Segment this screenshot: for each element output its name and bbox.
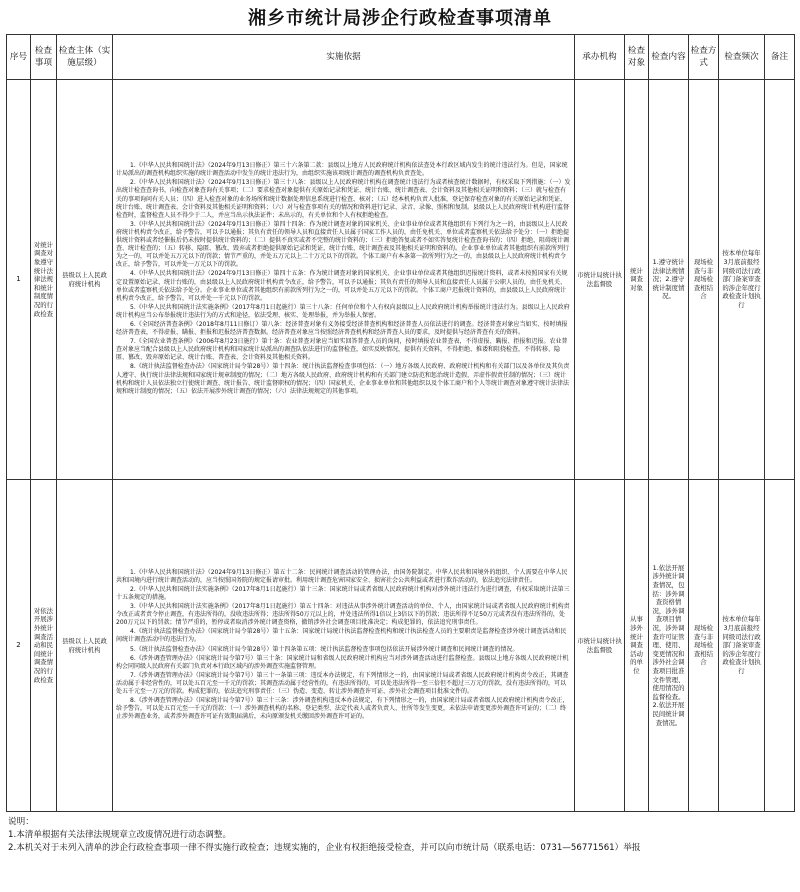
header-basis: 实施依据 [113,35,575,80]
basis-clause: 5.《统计执法监督检查办法》（国家统计局令第28号）第十四条第五项：统计执法监督检查事项包括依法开展涉外统计调查和民间统计调查的情况。 [130,645,519,653]
row-no: 1 [7,80,31,480]
basis-clause: 8.《统计执法监督检查办法》（国家统计局令第28号）第十四条：统计执法监督检查事项包括：（一）地方各级人民政府、政府统计机构和有关部门以及各单位及其负责人遵守、执行统计法律法规和国家统计规章制度的情况；（二）地方各级人民政府、政府统计机构和有关部门建立防范和惩治统计造假、弄虚作假责任制的情况；（三）统计机构和统计人员依法独立行使统计调查、统计报告、统计监督职权的情况；（四）国家机关、企业事业单位和其他组织以及个体工商户和个人等统计调查对象遵守统计法律法规和统计制度的情况；（五）依法开展涉外统计调查的情况；（六）法律法规规定的其他事项。 [116,363,570,395]
page-title: 湘乡市统计局涉企行政检查事项清单 [248,8,552,29]
header-object: 检查对象 [625,35,649,80]
table-row [7,80,795,480]
basis-clause: 3.《中华人民共和国统计法实施条例》（2017年8月1日起施行）第五十四条：对违法从事涉外统计调查活动的单位、个人，由国家统计局或者省级人民政府统计机构责令改正或者责令停止调查，有违法所得的，没收违法所得；违法所得50万元以上的，并处违法所得1倍以上3倍以下的罚款；违法所得不足50万元或者没有违法所得的，处200万元以下的罚款；情节严重的，暂停或者取消涉外统计调查资格，撤销涉外社会调查项目批准决定；构成犯罪的，依法追究刑事责任。 [116,603,570,627]
row-remark [765,80,795,480]
row-subject: 县级以上人民政府统计机构 [57,480,113,812]
row-no: 2 [7,480,31,812]
row-item: 对依法开展涉外统计调查活动和民间统计调查情况的行政检查 [31,480,57,812]
basis-clause: 4.《中华人民共和国统计法》（2024年9月13日修正）第四十五条：作为统计调查对象的国家机关、企业事业单位或者其他组织迟报统计资料，或者未按照国家有关规定设置原始记录、统计台账的，由县级以上人民政府统计机构责令改正，给予警告，可以予以通报；其负有责任的领导人员和直接责任人员属于公职人员的，由任免机关、单位或者监察机关依法给予处分。企业事业单位或者其他组织有前款所列行为之一的，可以并处五万元以下的罚款。个体工商户迟报统计资料的，由县级以上人民政府统计机构责令改正，给予警告，可以并处一千元以下的罚款。 [116,270,568,302]
note-item: 1.本清单根据有关法律法规规章立改废情况进行动态调整。 [8,830,232,840]
inspection-table [6,34,795,812]
row-method: 现场检查与非现场检查相结合 [689,480,719,812]
basis-clause: 6.《涉外调查管理办法》（国家统计局令第7号）第三十条：国家统计局和省级人民政府统计机构应当对涉外调查活动进行监督检查。县级以上地方各级人民政府统计机构会同同级人民政府有关部门负责对本行政区域内的涉外调查实施监督管理。 [116,654,569,670]
row-remark [765,480,795,812]
row-content: 1.依法开展涉外统计调查情况，包括：涉外调查资格情况，涉外调查项目情况，涉外调查许可证管理、使用、变更情况和涉外社会调查项目批准文件管理、使用情况的监督检查。2.依法开展民间统计调查情况。 [649,480,689,812]
basis-clause: 8.《涉外调查管理办法》（国家统计局令第7号）第三十三条：涉外调查机构违反本办法规定，有下列情形之一的，由国家统计局或者省级人民政府统计机构责令改正，给予警告，可以处五百元至一千元的罚款：（一）涉外调查机构的名称、登记类型、法定代表人或者负责人、住所等发生变更，未依法申请变更涉外调查许可证的；（二）终止涉外调查业务，或者涉外调查许可证有效期届满后，未向原颁发机关缴回涉外调查许可证的。 [116,697,569,721]
row-frequency: 按本单位每年3月底前报经同级司法行政部门备案审查的涉企年度行政检查计划执行 [719,80,765,480]
row-agency: 市统计局统计执法监督股 [575,80,625,480]
basis-clause: 5.《中华人民共和国统计法实施条例》（2017年8月1日起施行）第三十八条：任何单位和个人有权向县级以上人民政府统计机构举报统计违法行为。县级以上人民政府统计机构应当公布举报统计违法行为的方式和途径，依法受理、核实、处理举报，并为举报人保密。 [116,303,570,319]
basis-clause: 1.《中华人民共和国统计法》（2024年9月13日修正）第三十六条第二款：县级以上地方人民政府统计机构依法查处本行政区域内发生的统计违法行为。但是，国家统计局派出的调查机构组织实施的统计调查活动中发生的统计违法行为，由组织实施该项统计调查的调查机构负责查处。 [116,162,568,178]
notes-label: 说明： [8,817,34,827]
row-subject: 县级以上人民政府统计机构 [57,80,113,480]
basis-clause: 7.《涉外调查管理办法》（国家统计局令第7号）第三十一条第三项：违反本办法规定，有下列情形之一的，由国家统计局或者省级人民政府统计机构责令改正，其调查活动属于非经营性的，可以处五百元至一千元的罚款；其调查活动属于经营性的，有违法所得的，可以处违法所得一至三倍但不超过三万元的罚款，没有违法所得的，可以处五千元至一万元的罚款。构成犯罪的，依法追究刑事责任：（三）伪造、变造、转让涉外调查许可证、涉外社会调查项目批准文件的。 [116,671,569,695]
header-frequency: 检查频次 [719,35,765,80]
basis-clause: 1.《中华人民共和国统计法》（2024年9月13日修正）第五十二条：民间统计调查活动的管理办法，由国务院制定。中华人民共和国境外的组织、个人需要在中华人民共和国境内进行统计调查活动的，应当按照国务院的规定报请审批。利用统计调查危害国家安全、损害社会公共利益或者进行欺诈活动的，依法追究法律责任。 [116,568,568,584]
row-agency: 市统计局统计执法监督股 [575,480,625,812]
header-subject: 检查主体（实施层级） [57,35,113,80]
header-remark: 备注 [765,35,795,80]
row-frequency: 按本单位每年3月底前报经同级司法行政部门备案审查的涉企年度行政检查计划执行 [719,480,765,812]
header-row [7,35,795,80]
row-content: 1.遵守统计法律法规情况；2.遵守统计制度情况。 [649,80,689,480]
header-content: 检查内容 [649,35,689,80]
row-item: 对统计调查对象遵守统计法律法规和统计制度情况的行政检查 [31,80,57,480]
header-method: 检查方式 [689,35,719,80]
row-object: 从事涉外统计调查活动的单位 [625,480,649,812]
row-object: 统计调查对象 [625,80,649,480]
basis-clause: 4.《统计执法监督检查办法》（国家统计局令第28号）第十五条：国家统计局统计执法监督检查机构和统计执法检查人员的主要职责是监督检查涉外统计调查活动和民间统计调查活动中的违法行为。 [116,628,567,644]
notes [6,812,794,855]
header-no: 序号 [7,35,31,80]
row-method: 现场检查与非现场检查相结合 [689,80,719,480]
header-item: 检查事项 [31,35,57,80]
row-basis [113,80,575,480]
table-row [7,480,795,812]
basis-clause: 2.《中华人民共和国统计法实施条例》（2017年8月1日起施行）第十三条：国家统计局或者省级人民政府统计机构对涉外统计违法行为进行调查，有权采取统计法第三十五条规定的措施。 [116,585,570,601]
basis-clause: 6.《全国经济普查条例》（2018年8月11日修订）第八条：经济普查对象有义务接受经济普查机构和经济普查人员依法进行的调查。经济普查对象应当如实、按时填报经济普查表，不得虚报、瞒报、拒报和迟报经济普查数据。经济普查对象应当按照经济普查机构和经济普查人员的要求，及时提供与经济普查有关的资料。 [116,320,568,337]
row-basis [113,480,575,812]
basis-clause: 7.《全国农业普查条例》（2006年8月23日施行）第十条：农业普查对象应当如实回答普查人员的询问，按时填报农业普查表，不得虚报、瞒报、拒报和迟报。农业普查对象应当配合县级以上人民政府统计机构和国家统计局派出的调查队依法进行的监督检查，如实反映情况，提供有关资料，不得拒绝、推诿和阻挠检查，不得转移、隐匿、篡改、毁弃原始记录、统计台账、普查表、会计资料及其他相关资料。 [116,338,568,362]
note-item: 2.本机关对于未列入清单的涉企行政检查事项一律不得实施行政检查；违规实施的，企业有权拒绝接受检查，并可以向市统计局（联系电话：0731—56771561）举报 [8,843,641,853]
basis-clause: 2.《中华人民共和国统计法》（2024年9月13日修正）第三十八条：县级以上人民政府统计机构在调查统计违法行为或者核查统计数据时，有权采取下列措施：（一）发出统计检查查询书，向检查对象查询有关事项；（二）要求检查对象提供有关原始记录和凭证、统计台账、统计调查表、会计资料及其他相关证明和资料；（三）就与检查有关的事项询问有关人员；（四）进入检查对象的业务场所和统计数据处理信息系统进行检查、核对；（五）经本机构负责人批准，登记保存检查对象的有关原始记录和凭证、统计台账、统计调查表、会计资料及其他相关证明和资料；（六）对与检查事项有关的情况和资料进行记录、录音、录像、照相和复制。县级以上人民政府统计机构进行监督检查时，监督检查人员不得少于二人，并应当出示执法证件；未出示的，有关单位和个人有权拒绝检查。 [116,179,571,219]
header-agency: 承办机构 [575,35,625,80]
basis-clause: 3.《中华人民共和国统计法》（2024年9月13日修正）第四十四条：作为统计调查对象的国家机关、企业事业单位或者其他组织有下列行为之一的，由县级以上人民政府统计机构责令改正，给予警告，可以予以通报；其负有责任的领导人员和直接责任人员属于国家工作人员的，由任免机关、单位或者监察机关依法给予处分：（一）拒绝提供统计资料或者经催报后仍未按时提供统计资料的；（二）提供不真实或者不完整的统计资料的；（三）拒绝答复或者不如实答复统计检查查询书的；（四）拒绝、阻碍统计调查、统计检查的；（五）转移、隐匿、篡改、毁弃或者拒绝提供原始记录和凭证、统计台账、统计调查表及其他相关证明和资料的。企业事业单位或者其他组织有前款所列行为之一的，可以并处五万元以下的罚款；情节严重的，并处五万元以上二十万元以下的罚款。个体工商户有本条第一款所列行为之一的，由县级以上人民政府统计机构责令改正，给予警告，可以并处一万元以下的罚款。 [116,220,570,269]
